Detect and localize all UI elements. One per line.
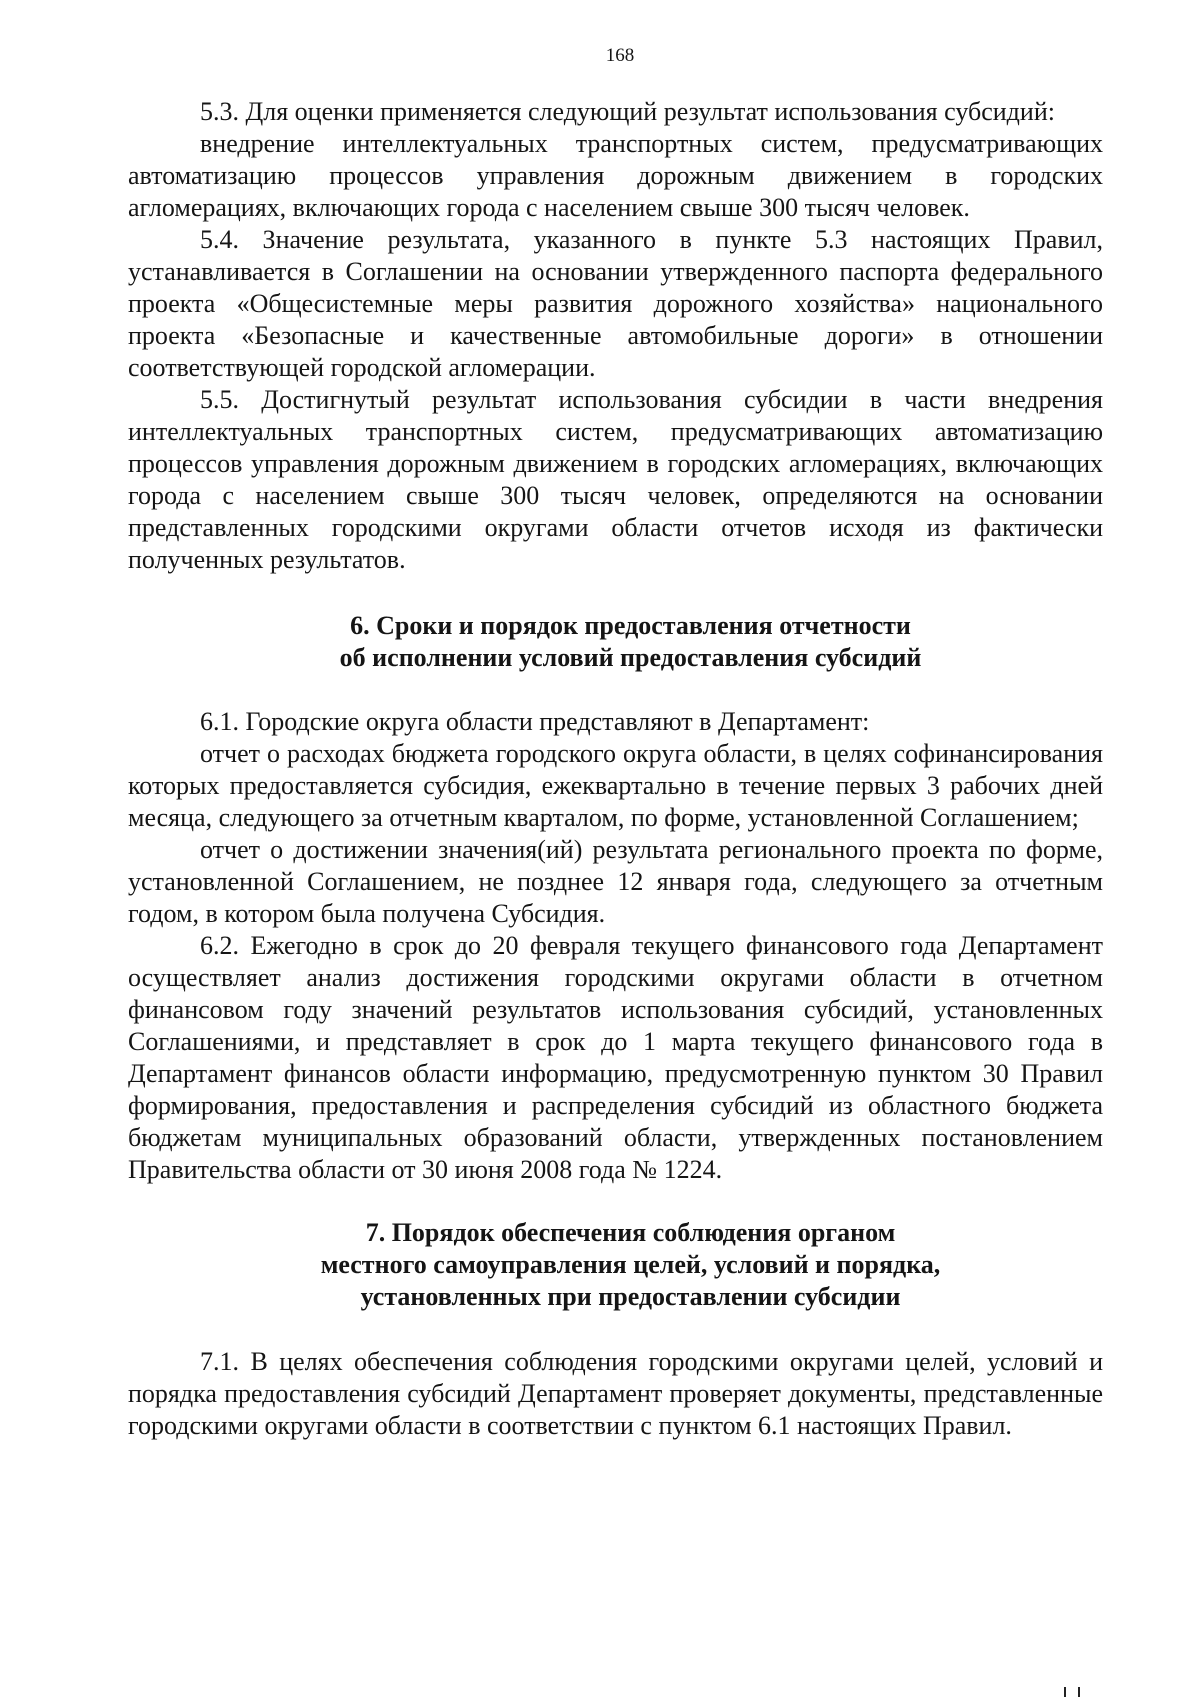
- section-7-heading-line-3: установленных при предоставлении субсидии: [360, 1282, 901, 1311]
- section-7-heading-line-2: местного самоуправления целей, условий и порядка,: [320, 1250, 941, 1279]
- page-number: 168: [605, 45, 635, 66]
- paragraph-5-5: 5.5. Достигнутый результат использования субсидии в части внедрения интеллектуальных транспортных систем, предусматривающих автоматизацию процессов управления дорожным движением в городских агломерациях, включающих города с населением свыше 300 тысяч человек, определяются на основании представленных городскими округами области отчетов исходя из фактически полученных результатов.: [128, 385, 1103, 574]
- section-6-heading-line-2: об исполнении условий предоставления субсидий: [339, 643, 922, 672]
- scan-edge-mark: [1064, 1687, 1080, 1697]
- section-7-heading-line-1: 7. Порядок обеспечения соблюдения органом: [365, 1218, 896, 1247]
- paragraph-6-1-expense-report: отчет о расходах бюджета городского округа области, в целях софинансирования которых предоставляется субсидия, ежеквартально в течение первых 3 рабочих дней месяца, следующего за отчетным кварталом, по форме, установленной Соглашением;: [128, 739, 1103, 832]
- spacer: [128, 1186, 1103, 1217]
- paragraph-6-2: 6.2. Ежегодно в срок до 20 февраля текущего финансового года Департамент осуществляет анализ достижения городскими округами области в отчетном финансовом году значений результатов использования субсидий, установленных Соглашениями, и представляет в срок до 1 марта текущего финансового года в Департамент финансов области информацию, предусмотренную пунктом 30 Правил формирования, предоставления и распределения субсидий из областного бюджета бюджетам муниципальных образований области, утвержденных постановлением Правительства области от 30 июня 2008 года № 1224.: [128, 931, 1103, 1184]
- section-7-heading: [128, 1217, 1103, 1313]
- section-6-heading: [128, 610, 1103, 674]
- paragraph-6-1-intro: 6.1. Городские округа области представляют в Департамент:: [200, 707, 870, 736]
- spacer: [128, 1313, 1103, 1346]
- document-body: [128, 96, 1103, 1442]
- paragraph-5-4: 5.4. Значение результата, указанного в пункте 5.3 настоящих Правил, устанавливается в Соглашении на основании утвержденного паспорта федерального проекта «Общесистемные меры развития дорожного хозяйства» национального проекта «Безопасные и качественные автомобильные дороги» в отношении соответствующей городской агломерации.: [128, 225, 1103, 382]
- paragraph-5-3-intro: 5.3. Для оценки применяется следующий результат использования субсидий:: [200, 97, 1055, 126]
- paragraph-5-3-result: внедрение интеллектуальных транспортных систем, предусматривающих автоматизацию процессов управления дорожным движением в городских агломерациях, включающих города с населением свыше 300 тысяч человек.: [128, 129, 1103, 222]
- spacer: [128, 674, 1103, 706]
- spacer: [128, 576, 1103, 610]
- paragraph-7-1: 7.1. В целях обеспечения соблюдения городскими округами целей, условий и порядка предоставления субсидий Департамент проверяет документы, представленные городскими округами области в соответствии с пунктом 6.1 настоящих Правил.: [128, 1347, 1103, 1440]
- section-6-heading-line-1: 6. Сроки и порядок предоставления отчетности: [350, 611, 911, 640]
- paragraph-6-1-achievement-report: отчет о достижении значения(ий) результата регионального проекта по форме, установленной Соглашением, не позднее 12 января года, следующего за отчетным годом, в котором была получена Субсидия.: [128, 835, 1103, 928]
